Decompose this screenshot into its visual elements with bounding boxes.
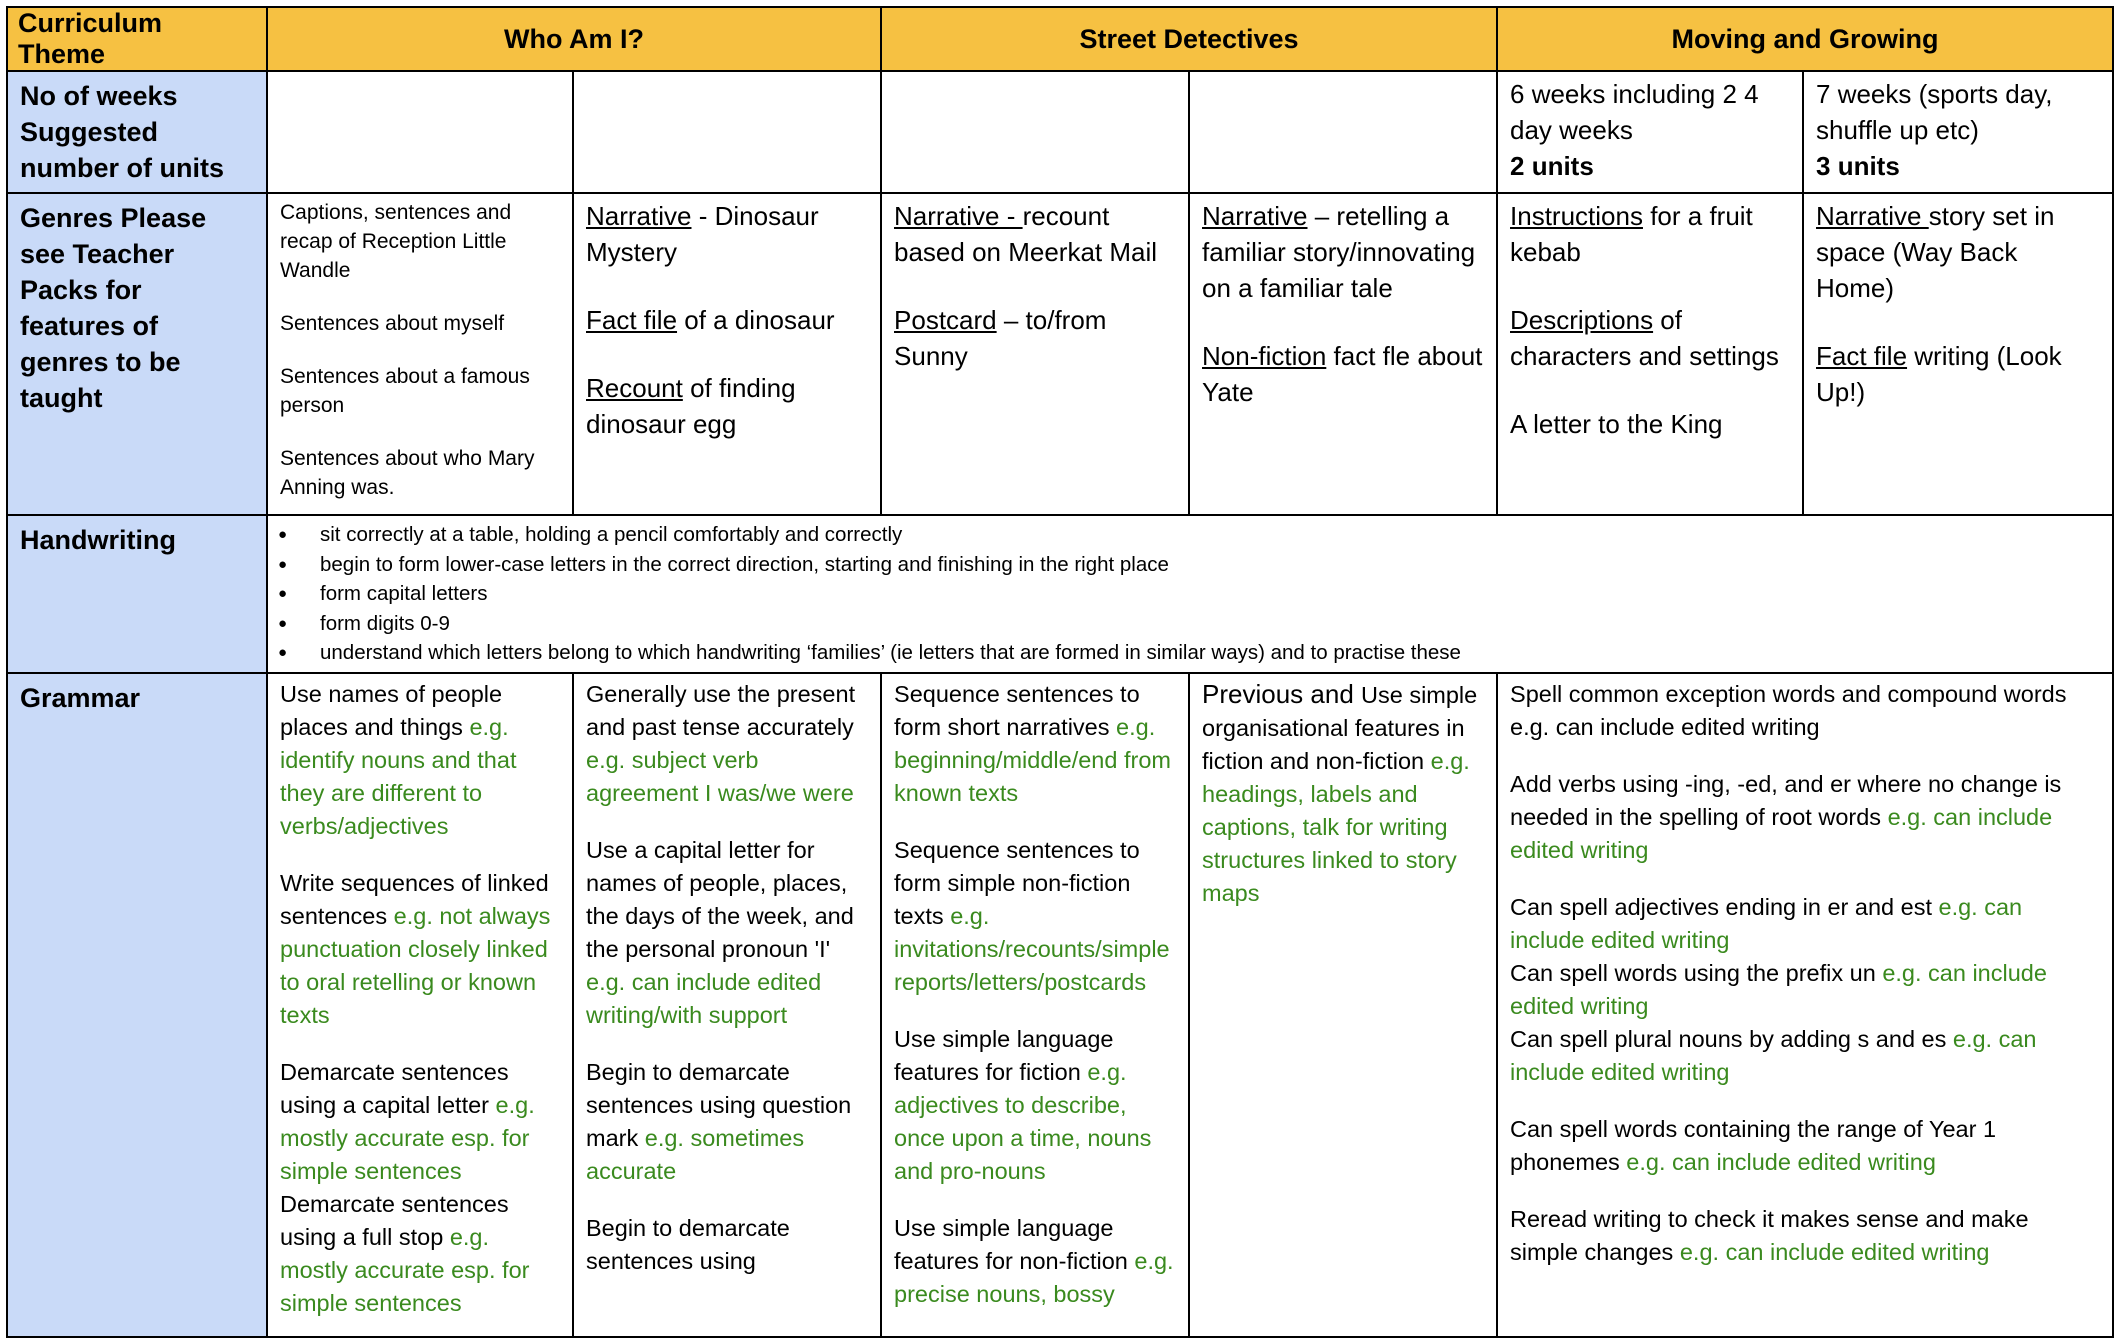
genre-item: A letter to the King [1510,409,1723,439]
genre-type: Fact file [1816,341,1908,371]
genre-item [586,302,868,338]
genre-desc: recount based on Meerkat Mail [894,201,1158,267]
grammar-item: Use simple language features for fiction e.g. adjectives to describe, once upon a time, nouns and pro-nouns [894,1025,1152,1184]
genre-item [1510,198,1790,270]
genre-item [894,198,1176,270]
handwriting-row [7,515,2113,673]
genre-item: Captions, sentences and recap of Reception Little Wandle [280,201,512,282]
grammar-item: Write sequences of linked sentences e.g. not always punctuation closely linked to oral retelling or known texts [280,869,551,1028]
genre-type: Narrative - [894,201,1023,231]
genre-type: Instructions [1510,201,1643,231]
genre-item [586,370,868,442]
genres-cell-4 [1189,193,1497,515]
genre-type: Postcard [894,305,997,335]
grammar-item: Begin to demarcate sentences using [586,1214,790,1274]
genre-type: Fact file [586,305,678,335]
grammar-cell-1 [267,673,573,1338]
handwriting-item: ● begin to form lower-case letters in the correct direction, starting and finishing in the right place [278,550,2102,580]
grammar-item: Can spell words containing the range of Year 1 phonemes e.g. can include edited writing [1510,1115,1997,1175]
grammar-item: Use simple language features for non-fiction e.g. precise nouns, bossy [894,1214,1174,1307]
handwriting-list [278,520,2102,668]
handwriting-item: ● form digits 0-9 [278,609,2102,639]
genres-label: Genres Please see Teacher Packs for features of genres to be taught [7,193,267,515]
grammar-cell-5-6 [1497,673,2113,1338]
curriculum-theme-header: Curriculum Theme [7,7,267,71]
grammar-cell-3 [881,673,1189,1338]
genres-cell-3 [881,193,1189,515]
genre-desc: – to/from Sunny [894,305,1107,371]
genre-type: Non-fiction [1202,341,1327,371]
weeks-cell-2 [573,71,881,193]
weeks-cell-1 [267,71,573,193]
weeks-text: 6 weeks including 2 4 day weeks [1510,79,1759,145]
handwriting-cell [267,515,2113,673]
grammar-cell-4 [1189,673,1497,1338]
genre-item [894,302,1176,374]
grammar-item: Sequence sentences to form short narratives e.g. beginning/middle/end from known texts [894,680,1171,806]
grammar-item: Generally use the present and past tense accurately e.g. subject verb agreement I was/we were [586,680,856,806]
genre-type: Narrative [1816,201,1929,231]
header-row [7,7,2113,71]
grammar-item: Can spell adjectives ending in er and est e.g. can include edited writing [1510,893,2023,953]
handwriting-label: Handwriting [7,515,267,673]
genre-item: Sentences about who Mary Anning was. [280,447,535,499]
genre-type: Narrative [586,201,692,231]
genre-item: Sentences about myself [280,312,505,335]
genre-item [1816,338,2100,410]
handwriting-item: ● sit correctly at a table, holding a pencil comfortably and correctly [278,520,2102,550]
grammar-item: Previous and Use simple organisational features in fiction and non-fiction e.g. headings, labels and captions, talk for writing structures linked to story maps [1202,678,1478,906]
grammar-item: Can spell words using the prefix un e.g. can include edited writing [1510,959,2047,1019]
weeks-cell-4 [1189,71,1497,193]
genre-type: Narrative [1202,201,1308,231]
weeks-text: 7 weeks (sports day, shuffle up etc) [1816,79,2053,145]
genre-type: Recount [586,373,683,403]
grammar-item: Spell common exception words and compound words e.g. can include edited writing [1510,680,2067,740]
genre-item [1510,302,1790,374]
genre-desc: fact fle about Yate [1202,341,1483,407]
grammar-item: Reread writing to check it makes sense and make simple changes e.g. can include edited writing [1510,1205,2029,1265]
grammar-item: Use names of people places and things e.g. identify nouns and that they are different to verbs/adjectives [280,680,517,839]
grammar-row [7,673,2113,1338]
genre-type: Descriptions [1510,305,1654,335]
genre-desc: for a fruit kebab [1510,201,1753,267]
weeks-label: No of weeks Suggested number of units [7,71,267,193]
grammar-item: Demarcate sentences using a capital letter e.g. mostly accurate esp. for simple sentences [280,1058,535,1184]
genres-cell-5 [1497,193,1803,515]
genre-item: Sentences about a famous person [280,365,530,417]
theme-who-am-i: Who Am I? [267,7,881,71]
genre-item [1202,338,1484,410]
genre-desc: story set in space (Way Back Home) [1816,201,2055,303]
handwriting-item: ● understand which letters belong to which handwriting ‘families’ (ie letters that are formed in similar ways) and to practise these [278,638,2102,668]
weeks-cell-3 [881,71,1189,193]
genres-cell-2 [573,193,881,515]
weeks-cell-6 [1803,71,2113,193]
genre-desc: of characters and settings [1510,305,1779,371]
grammar-label: Grammar [7,673,267,1338]
theme-moving-and-growing: Moving and Growing [1497,7,2113,71]
grammar-item: Add verbs using -ing, -ed, and er where no change is needed in the spelling of root words e.g. can include edited writing [1510,770,2062,863]
grammar-item: Begin to demarcate sentences using question mark e.g. sometimes accurate [586,1058,852,1184]
weeks-cell-5 [1497,71,1803,193]
grammar-item: Use a capital letter for names of people, places, the days of the week, and the personal pronoun 'I' e.g. can include edited writing/with support [586,836,854,1028]
genre-desc: - Dinosaur Mystery [586,201,819,267]
theme-street-detectives: Street Detectives [881,7,1497,71]
genre-item [1816,198,2100,306]
handwriting-item: ● form capital letters [278,579,2102,609]
genres-cell-6 [1803,193,2113,515]
genre-desc: of finding dinosaur egg [586,373,796,439]
genre-desc: – retelling a familiar story/innovating on a familiar tale [1202,201,1476,303]
weeks-row [7,71,2113,193]
genre-desc: writing (Look Up!) [1816,341,2062,407]
grammar-cell-2 [573,673,881,1338]
genre-item [586,198,868,270]
genre-item [1202,198,1484,306]
grammar-item: Can spell plural nouns by adding s and es e.g. can include edited writing [1510,1025,2037,1085]
genre-desc: of a dinosaur [677,305,835,335]
units-text: 2 units [1510,151,1594,181]
grammar-item: Sequence sentences to form simple non-fiction texts e.g. invitations/recounts/simple reports/letters/postcards [894,836,1170,995]
grammar-item: Demarcate sentences using a full stop e.g. mostly accurate esp. for simple sentences [280,1190,530,1316]
curriculum-table [6,6,2114,1338]
units-text: 3 units [1816,151,1900,181]
genres-cell-1 [267,193,573,515]
genres-row [7,193,2113,515]
